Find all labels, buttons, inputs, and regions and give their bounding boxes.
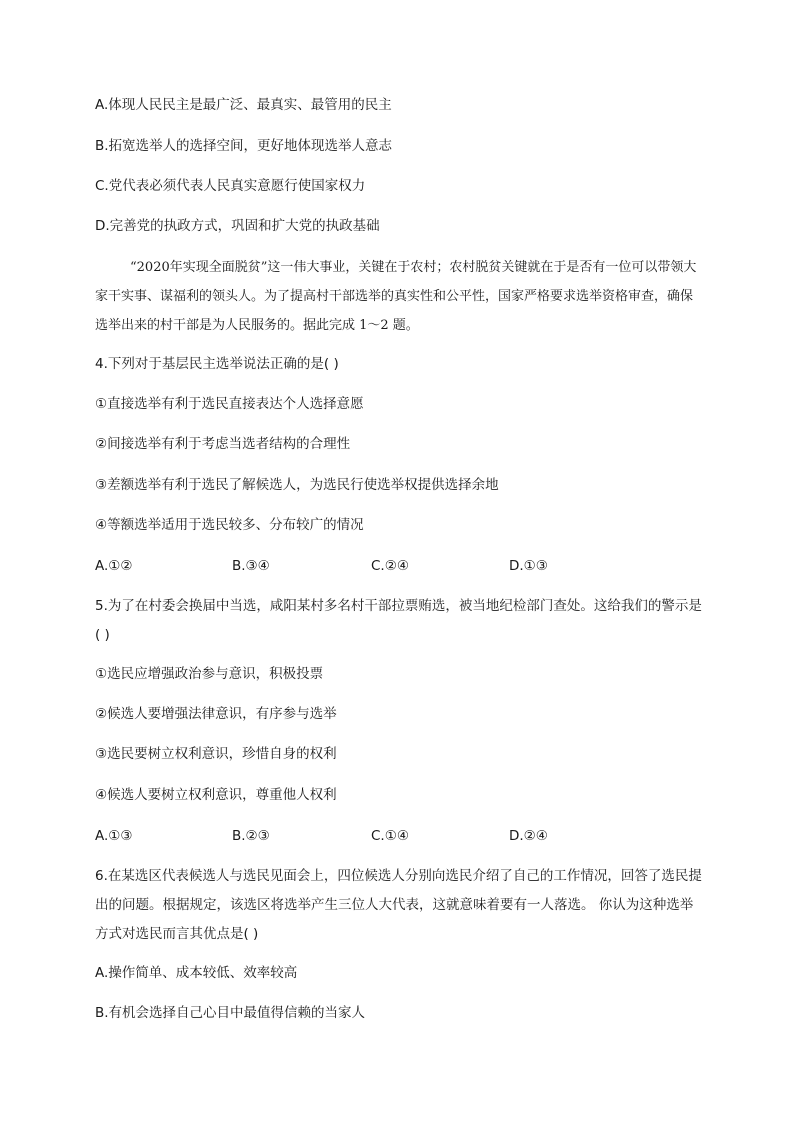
question-6-option-a: A.操作简单、成本较低、效率较高: [95, 965, 298, 981]
question-6-stem: 6.在某选区代表候选人与选民见面会上，四位候选人分别向选民介绍了自己的工作情况，回答了选民提出的问题。根据规定，该选区将选举产生三位人大代表，这就意味着要有一人落选。 你认为这种选举方式对选民而言其优点是( ): [95, 868, 702, 942]
question-6-option-b: B.有机会选择自己心目中最值得信赖的当家人: [95, 1005, 366, 1021]
option-a: A.体现人民民主是最广泛、最真实、最管用的民主: [95, 97, 392, 113]
question-4-item-3: ③差额选举有利于选民了解候选人，为选民行使选举权提供选择余地: [95, 477, 499, 493]
question-4-item-1: ①直接选举有利于选民直接表达个人选择意愿: [95, 396, 364, 412]
question-5-stem: 5.为了在村委会换届中当选，咸阳某村多名村干部拉票贿选，被当地纪检部门查处。这给我们的警示是( ): [95, 598, 702, 643]
question-4-choice-d: D.①③: [509, 558, 548, 574]
question-4-choice-c: C.②④: [371, 558, 409, 574]
reading-passage: “2020年实现全面脱贫”这一伟大事业，关键在于农村；农村脱贫关键就在于是否有一位可以带领大家干实事、谋福利的领头人。为了提高村干部选举的真实性和公平性，国家严格要求选举资格审查，确保选举出来的村干部是为人民服务的。据此完成 1～2 题。: [95, 260, 697, 333]
question-5-item-3: ③选民要树立权利意识，珍惜自身的权利: [95, 746, 337, 762]
question-5-choice-b: B.②③: [232, 828, 270, 844]
question-4-stem: 4.下列对于基层民主选举说法正确的是( ): [95, 356, 339, 372]
question-5-item-4: ④候选人要树立权利意识，尊重他人权利: [95, 787, 337, 803]
question-5-choice-c: C.①④: [371, 828, 409, 844]
option-c: C.党代表必须代表人民真实意愿行使国家权力: [95, 178, 366, 194]
question-4-item-2: ②间接选举有利于考虑当选者结构的合理性: [95, 436, 351, 452]
question-5-item-2: ②候选人要增强法律意识，有序参与选举: [95, 706, 337, 722]
question-4-choice-a: A.①②: [95, 558, 133, 574]
question-4-choice-b: B.③④: [232, 558, 270, 574]
option-b: B.拓宽选举人的选择空间，更好地体现选举人意志: [95, 138, 393, 154]
option-d: D.完善党的执政方式，巩固和扩大党的执政基础: [95, 218, 380, 234]
question-5-choice-a: A.①③: [95, 828, 133, 844]
question-4-item-4: ④等额选举适用于选民较多、分布较广的情况: [95, 517, 364, 533]
question-5-item-1: ①选民应增强政治参与意识，积极投票: [95, 666, 324, 682]
question-5-choice-d: D.②④: [509, 828, 548, 844]
